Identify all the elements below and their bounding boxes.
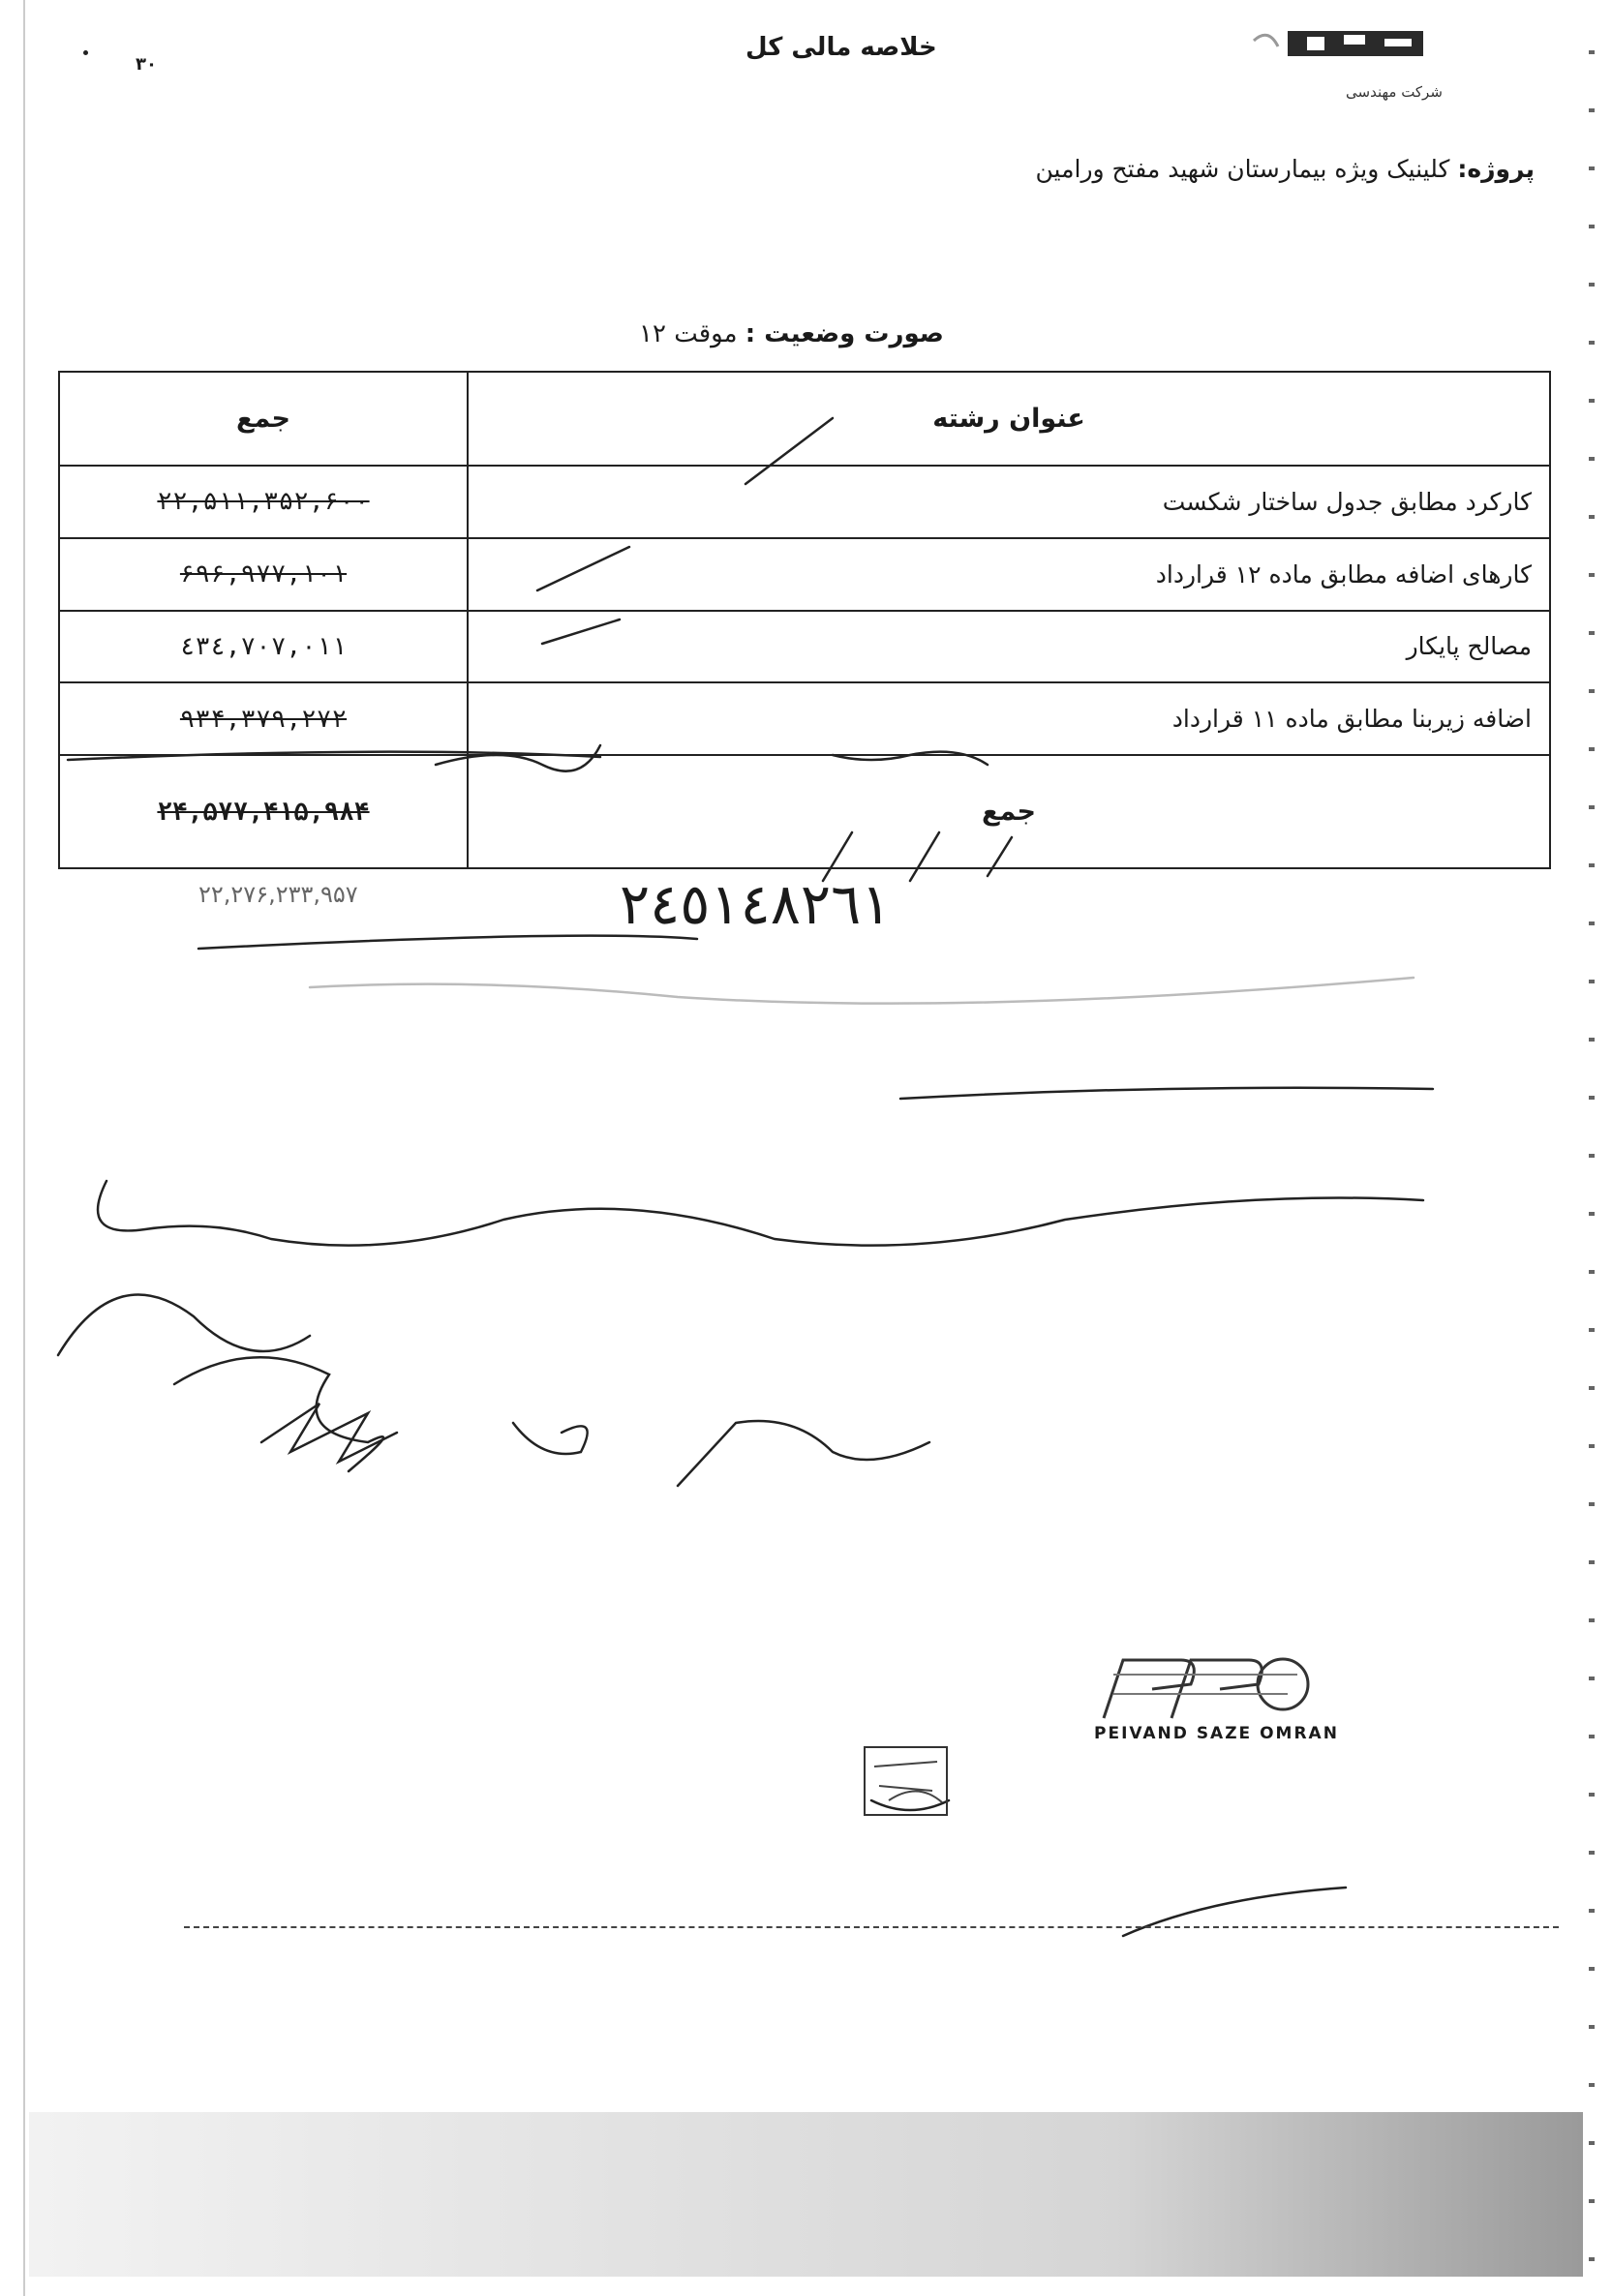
company-seal-caption: PEIVAND SAZE OMRAN bbox=[1094, 1724, 1339, 1743]
footer-line bbox=[184, 1926, 1559, 1928]
official-stamp bbox=[860, 1742, 966, 1829]
table-sum-row bbox=[59, 755, 1550, 868]
sum-title: جمع bbox=[468, 755, 1550, 868]
row-total: ۹۳۴,۳۷۹,۲۷۲ bbox=[59, 682, 468, 755]
project-label: پروژه: bbox=[1457, 155, 1535, 183]
status-label: صورت وضعیت : bbox=[745, 319, 944, 348]
faint-line bbox=[310, 978, 1414, 1004]
underline bbox=[198, 936, 697, 949]
scan-left-edge bbox=[23, 0, 25, 2296]
row-total: ٤٣٤,٧٠٧,٠١١ bbox=[59, 611, 468, 683]
row-total: ۲۲,۵۱۱,۳۵۲,۶۰۰ bbox=[59, 466, 468, 538]
document-title: خلاصه مالی کل bbox=[745, 33, 937, 62]
status-line bbox=[639, 319, 944, 348]
handwritten-text bbox=[98, 1181, 1423, 1246]
scan-bottom-shadow bbox=[29, 2112, 1583, 2277]
signature bbox=[513, 1423, 588, 1454]
page-mark: ۳۰ bbox=[136, 54, 157, 75]
table-row bbox=[59, 538, 1550, 611]
sum-total: ۲۴,۵۷۷,۴۱۵,۹۸۴ bbox=[59, 755, 468, 868]
row-title: مصالح پایکار bbox=[468, 611, 1550, 683]
signature bbox=[678, 1421, 929, 1486]
handwritten-total: ٢٤٥١٤٨٢٦١ bbox=[620, 871, 892, 937]
table-header-row bbox=[59, 372, 1550, 466]
row-total: ۶۹۶,۹۷۷,۱۰۱ bbox=[59, 538, 468, 611]
project-name: کلینیک ویژه بیمارستان شهید مفتح ورامین bbox=[1035, 155, 1450, 183]
financial-summary-table bbox=[58, 371, 1551, 869]
table-row bbox=[59, 611, 1550, 683]
header-total: جمع bbox=[59, 372, 468, 466]
project-line bbox=[1036, 155, 1535, 183]
row-title: کارکرد مطابق جدول ساختار شکست bbox=[468, 466, 1550, 538]
separator-line bbox=[900, 1088, 1433, 1099]
corner-dot bbox=[83, 50, 88, 55]
signature bbox=[174, 1357, 383, 1471]
row-title: اضافه زیربنا مطابق ماده ۱۱ قرارداد bbox=[468, 682, 1550, 755]
company-logo bbox=[1249, 21, 1433, 66]
row-title: کارهای اضافه مطابق ماده ۱۲ قرارداد bbox=[468, 538, 1550, 611]
scan-right-edge bbox=[1589, 0, 1595, 2296]
table-row bbox=[59, 466, 1550, 538]
handwritten-text bbox=[58, 1295, 310, 1356]
table-row bbox=[59, 682, 1550, 755]
header-title: عنوان رشته bbox=[468, 372, 1550, 466]
company-subtitle: شرکت مهندسی bbox=[1346, 83, 1443, 101]
footer-signature bbox=[1123, 1888, 1346, 1936]
signature bbox=[261, 1404, 397, 1462]
faint-handwritten-total: ۲۲,۲۷۶,۲۳۳,۹۵۷ bbox=[198, 881, 358, 908]
status-value: موقت ۱۲ bbox=[639, 319, 738, 348]
